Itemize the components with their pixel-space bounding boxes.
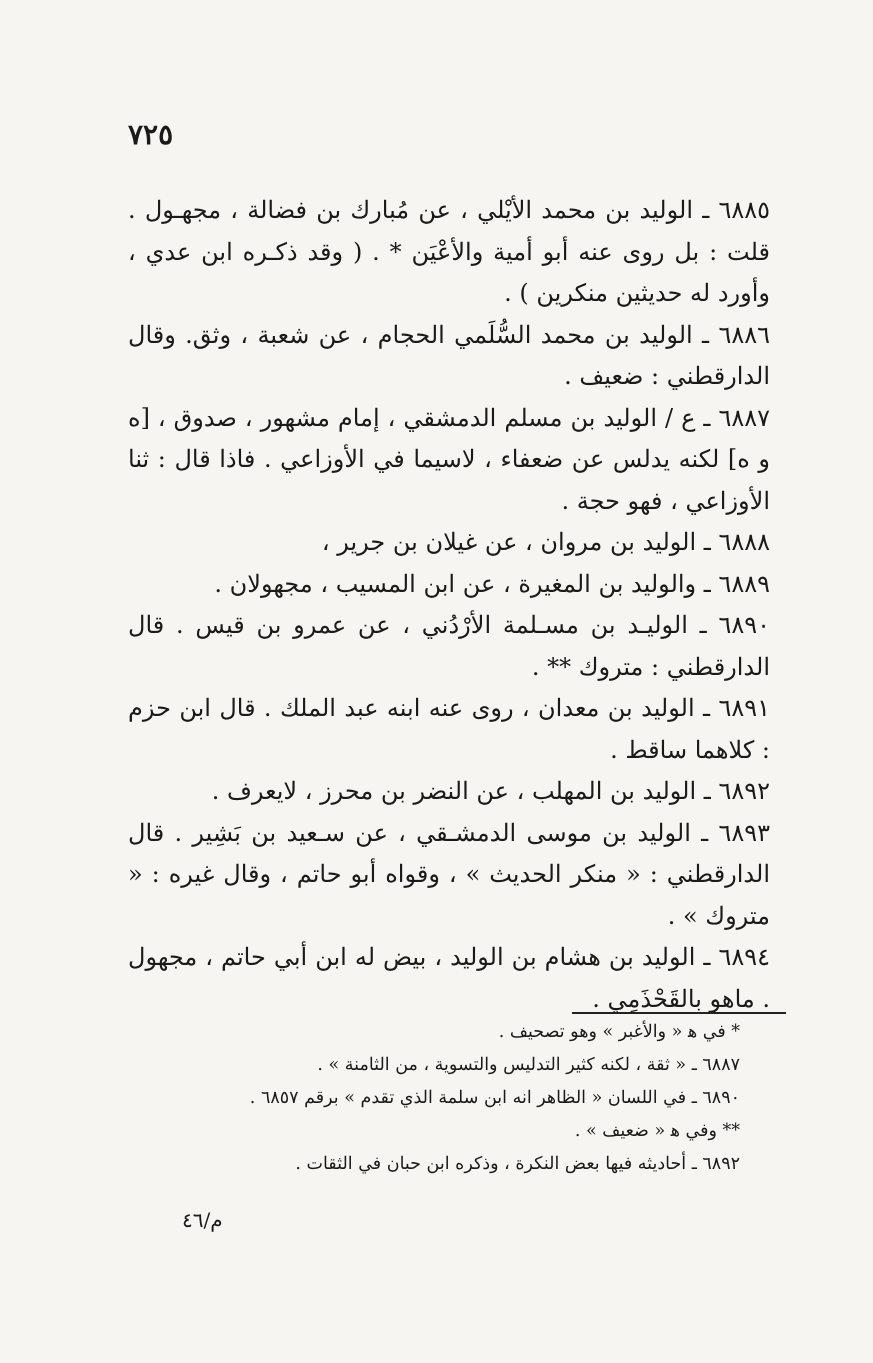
entry-6887: ٦٨٨٧ ـ ع / الوليد بن مسلم الدمشقي ، إمام مشهور ، صدوق ، [ه و ه] لكنه يدلس عن ضعفاء ، لاسيما في الأوزاعي . فاذا قال : ثنا الأوزاعي ، فهو حجة . <box>128 403 770 515</box>
footnote-item: ٦٨٩٢ ـ أحاديثه فيها بعض النكرة ، وذكره ابن حبان في الثقات . <box>295 1154 740 1174</box>
footnote-divider <box>572 1012 786 1014</box>
footnote-item: ٦٨٨٧ ـ « ثقة ، لكنه كثير التدليس والتسوية ، من الثامنة » . <box>317 1055 740 1075</box>
main-text <box>128 190 770 1020</box>
printer-signature: م/٤٦ <box>182 1208 223 1232</box>
entry-6890: ٦٨٩٠ ـ الوليـد بن مسـلمة الأرْدُني ، عن عمرو بن قيس . قال الدارقطني : متروك ** . <box>128 611 770 681</box>
footnote-item: ٦٨٩٠ ـ في اللسان « الظاهر انه ابن سلمة الذي تقدم » برقم ٦٨٥٧ . <box>249 1088 740 1108</box>
entry-6893: ٦٨٩٣ ـ الوليد بن موسى الدمشـقي ، عن سـعيد بن بَشِير . قال الدارقطني : « منكر الحديث » ، وقواه أبو حاتم ، وقال غيره : « متروك » . <box>128 818 770 930</box>
entry-6894: ٦٨٩٤ ـ الوليد بن هشام بن الوليد ، بيض له ابن أبي حاتم ، مجهول . ماهو بالقَحْذَمِي . <box>128 943 770 1013</box>
entry-6886: ٦٨٨٦ ـ الوليد بن محمد السُّلَمي الحجام ، عن شعبة ، وثق. وقال الدارقطني : ضعيف . <box>128 320 770 390</box>
entry-6889: ٦٨٨٩ ـ والوليد بن المغيرة ، عن ابن المسيب ، مجهولان . <box>214 569 770 598</box>
footnote-item: * في ﻫ « والأغبر » وهو تصحيف . <box>498 1022 740 1042</box>
entry-6885: ٦٨٨٥ ـ الوليد بن محمد الأيْلي ، عن مُبارك بن فضالة ، مجهـول . قلت : بل روى عنه أبو أمية والأعْيَن * . ( وقد ذكـره ابن عدي ، وأورد له حديثين منكرين ) . <box>128 196 770 307</box>
footnotes <box>150 1016 740 1181</box>
entry-6891: ٦٨٩١ ـ الوليد بن معدان ، روى عنه ابنه عبد الملك . قال ابن حزم : كلاهما ساقط . <box>128 694 770 764</box>
entry-6888: ٦٨٨٨ ـ الوليد بن مروان ، عن غيلان بن جرير ، <box>321 528 770 556</box>
page-number: ٧٢٥ <box>128 118 174 151</box>
entry-6892: ٦٨٩٢ ـ الوليد بن المهلب ، عن النضر بن محرز ، لايعرف . <box>211 777 770 805</box>
footnote-item: ** وفي ﻫ « ضعيف » . <box>574 1121 740 1141</box>
